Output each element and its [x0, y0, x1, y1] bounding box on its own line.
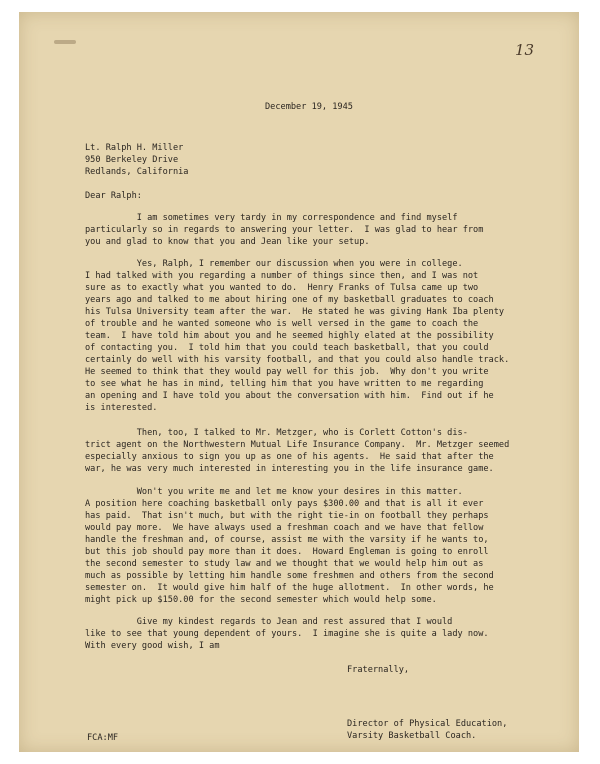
- body-line: I am sometimes very tardy in my correspondence and find myself: [85, 213, 458, 223]
- body-line: much as possible by letting him handle some freshmen and others from the second: [85, 571, 494, 581]
- body-line: of contacting you. I told him that you could teach basketball, that you could: [85, 343, 489, 353]
- body-line: the second semester to study law and we thought that we would help him out as: [85, 559, 484, 569]
- body-line: Won't you write me and let me know your desires in this matter.: [85, 487, 463, 497]
- signature-title-line: Director of Physical Education,: [347, 719, 508, 729]
- body-line: With every good wish, I am: [85, 641, 220, 651]
- body-line: team. I have told him about you and he seemed highly elated at the possibility: [85, 331, 494, 341]
- recipient-street: 950 Berkeley Drive: [85, 155, 179, 165]
- body-line: of trouble and he wanted someone who is well versed in the game to coach the: [85, 319, 479, 329]
- letter-date: December 19, 1945: [265, 102, 353, 112]
- body-line: an opening and I have told you about the conversation with him. Find out if he: [85, 391, 494, 401]
- body-line: sure as to exactly what you wanted to do. Henry Franks of Tulsa came up two: [85, 283, 479, 293]
- paper-smudge: [54, 40, 76, 44]
- body-line: A position here coaching basketball only pays $300.00 and that is all it ever: [85, 499, 484, 509]
- body-line: years ago and talked to me about hiring one of my basketball graduates to coach: [85, 295, 494, 305]
- body-line: Yes, Ralph, I remember our discussion when you were in college.: [85, 259, 463, 269]
- body-line: is interested.: [85, 403, 158, 413]
- body-line: I had talked with you regarding a number of things since then, and I was not: [85, 271, 479, 281]
- body-line: his Tulsa University team after the war. He stated he was giving Hank Iba plenty: [85, 307, 505, 317]
- body-line: would pay more. We have always used a freshman coach and we have that fellow: [85, 523, 484, 533]
- body-line: has paid. That isn't much, but with the right tie-in on football they perhaps: [85, 511, 489, 521]
- signature-title-line: Varsity Basketball Coach.: [347, 731, 477, 741]
- body-line: you and glad to know that you and Jean like your setup.: [85, 237, 370, 247]
- body-line: to see what he has in mind, telling him that you have written to me regarding: [85, 379, 484, 389]
- body-line: semester on. It would give him half of the huge allotment. In other words, he: [85, 583, 494, 593]
- body-line: like to see that young dependent of yours. I imagine she is quite a lady now.: [85, 629, 489, 639]
- typist-initials: FCA:MF: [87, 733, 119, 743]
- body-line: might pick up $150.00 for the second semester which would help some.: [85, 595, 437, 605]
- recipient-name: Lt. Ralph H. Miller: [85, 143, 184, 153]
- body-line: Give my kindest regards to Jean and rest assured that I would: [85, 617, 453, 627]
- body-line: He seemed to think that they would pay well for this job. Why don't you write: [85, 367, 489, 377]
- body-line: war, he was very much interested in interesting you in the life insurance game.: [85, 464, 494, 474]
- body-line: Then, too, I talked to Mr. Metzger, who is Corlett Cotton's dis-: [85, 428, 468, 438]
- salutation: Dear Ralph:: [85, 191, 142, 201]
- body-line: handle the freshman and, of course, assist me with the varsity if he wants to,: [85, 535, 489, 545]
- body-line: particularly so in regards to answering your letter. I was glad to hear from: [85, 225, 484, 235]
- closing: Fraternally,: [347, 665, 410, 675]
- body-line: trict agent on the Northwestern Mutual Life Insurance Company. Mr. Metzger seemed: [85, 440, 510, 450]
- recipient-city: Redlands, California: [85, 167, 189, 177]
- body-line: but this job should pay more than it does. Howard Engleman is going to enroll: [85, 547, 489, 557]
- body-line: especially anxious to sign you up as one of his agents. He said that after the: [85, 452, 494, 462]
- handwritten-page-number: 13: [515, 41, 535, 59]
- body-line: certainly do well with his varsity football, and that you could also handle track.: [85, 355, 510, 365]
